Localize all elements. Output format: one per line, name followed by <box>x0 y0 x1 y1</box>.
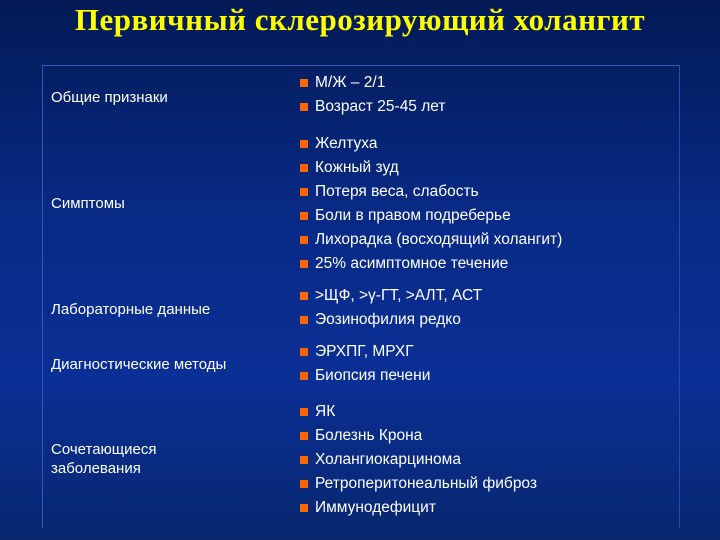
list-item: М/Ж – 2/1 <box>300 71 446 95</box>
list-item: Возраст 25-45 лет <box>300 95 446 119</box>
slide-title: Первичный склерозирующий холангит <box>74 2 646 37</box>
list-item: >ЩФ, >γ-ГТ, >АЛТ, АСТ <box>300 284 482 308</box>
square-bullet-icon <box>300 480 308 488</box>
list-item: Потеря веса, слабость <box>300 180 562 204</box>
row-items-general <box>300 71 446 119</box>
list-item: Кожный зуд <box>300 156 562 180</box>
square-bullet-icon <box>300 164 308 172</box>
square-bullet-icon <box>300 372 308 380</box>
row-items-symptoms <box>300 132 562 276</box>
square-bullet-icon <box>300 408 308 416</box>
row-label-lab: Лабораторные данные <box>51 301 211 318</box>
row-label-symptoms: Симптомы <box>51 195 125 212</box>
square-bullet-icon <box>300 432 308 440</box>
row-label-diagnostics: Диагностические методы <box>51 356 227 373</box>
row-items-comorbidities <box>300 400 537 520</box>
square-bullet-icon <box>300 236 308 244</box>
square-bullet-icon <box>300 79 308 87</box>
list-item: Болезнь Крона <box>300 424 537 448</box>
square-bullet-icon <box>300 292 308 300</box>
square-bullet-icon <box>300 456 308 464</box>
list-item: Лихорадка (восходящий холангит) <box>300 228 562 252</box>
info-table <box>42 65 680 528</box>
list-item: Желтуха <box>300 132 562 156</box>
square-bullet-icon <box>300 188 308 196</box>
list-item: Холангиокарцинома <box>300 448 537 472</box>
list-item: Биопсия печени <box>300 364 430 388</box>
list-item: Ретроперитонеальный фиброз <box>300 472 537 496</box>
list-item: ЯК <box>300 400 537 424</box>
square-bullet-icon <box>300 260 308 268</box>
list-item: ЭРХПГ, МРХГ <box>300 340 430 364</box>
square-bullet-icon <box>300 140 308 148</box>
row-label-general: Общие признаки <box>51 89 168 106</box>
row-items-diagnostics <box>300 340 430 388</box>
list-item: 25% асимптомное течение <box>300 252 562 276</box>
row-items-lab <box>300 284 482 332</box>
square-bullet-icon <box>300 316 308 324</box>
square-bullet-icon <box>300 103 308 111</box>
square-bullet-icon <box>300 348 308 356</box>
row-label-comorbidities: Сочетающиеся заболевания <box>51 441 157 477</box>
list-item: Иммунодефицит <box>300 496 537 520</box>
square-bullet-icon <box>300 504 308 512</box>
list-item: Боли в правом подреберье <box>300 204 562 228</box>
list-item: Эозинофилия редко <box>300 308 482 332</box>
square-bullet-icon <box>300 212 308 220</box>
